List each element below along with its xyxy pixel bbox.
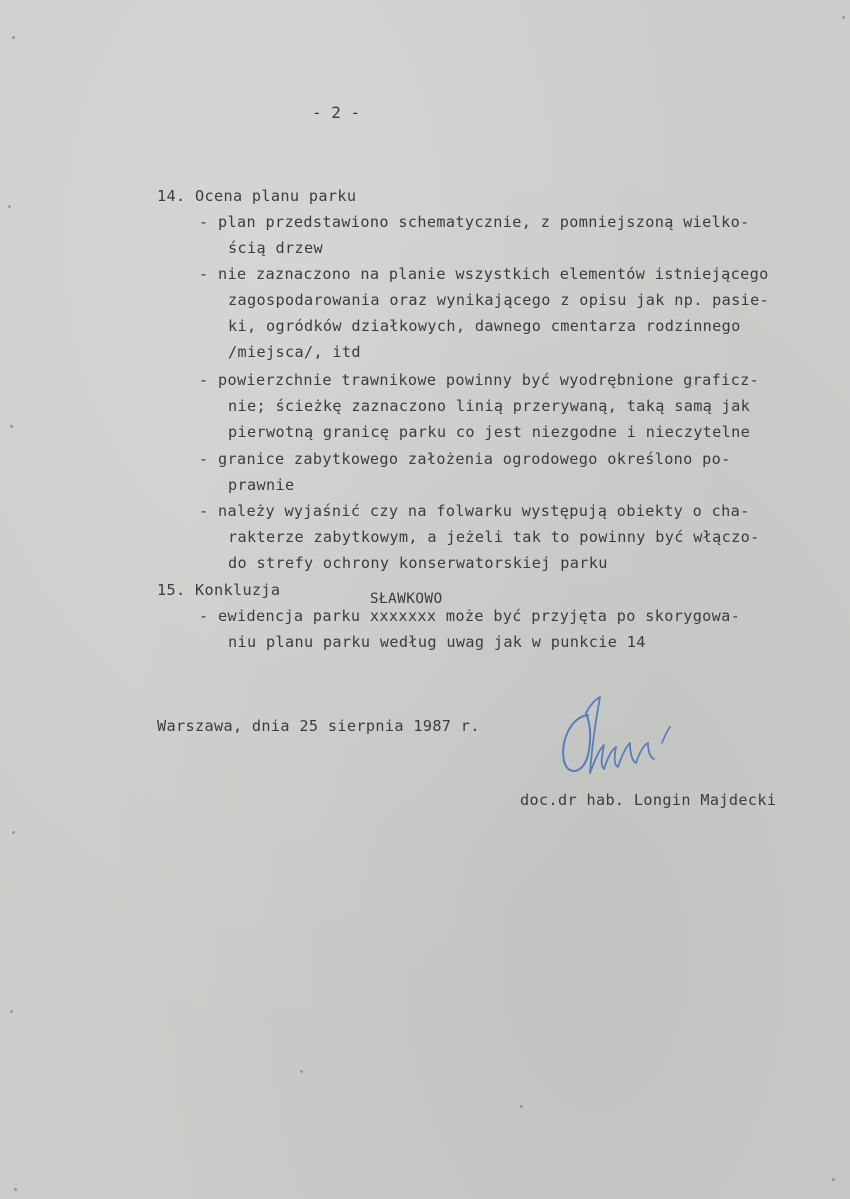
section-14-line: - plan przedstawiono schematycznie, z pomniejszoną wielko- xyxy=(199,213,750,231)
section-15-line xyxy=(199,591,741,625)
handwritten-signature xyxy=(550,693,690,788)
speck xyxy=(842,16,845,19)
section-14-line: ki, ogródków działkowych, dawnego cmentarza rodzinnego xyxy=(228,317,741,335)
signatory-name: doc.dr hab. Longin Majdecki xyxy=(520,791,777,809)
section-15-line: niu planu parku według uwag jak w punkcie 14 xyxy=(228,633,646,651)
section-15-heading: 15. Konkluzja xyxy=(157,581,281,599)
speck xyxy=(10,1010,13,1013)
section-14-line: - należy wyjaśnić czy na folwarku występują obiekty o cha- xyxy=(199,502,750,520)
speck xyxy=(12,36,15,39)
inserted-text: SŁAWKOWO xyxy=(369,591,443,607)
section-14-line: - powierzchnie trawnikowe powinny być wyodrębnione graficz- xyxy=(199,371,760,389)
section-14-line: pierwotną granicę parku co jest niezgodne i nieczytelne xyxy=(228,423,751,441)
section-14-heading: 14. Ocena planu parku xyxy=(157,187,357,205)
section-14-line: nie; ścieżkę zaznaczono linią przerywaną, taką samą jak xyxy=(228,397,751,415)
speck xyxy=(14,1188,17,1191)
speck xyxy=(520,1105,523,1108)
speck xyxy=(300,1070,303,1073)
section-14-line: ścią drzew xyxy=(228,239,323,257)
speck xyxy=(10,425,13,428)
conclusion-suffix: może być przyjęta po skorygowa- xyxy=(436,607,741,625)
section-14-line: - nie zaznaczono na planie wszystkich elementów istniejącego xyxy=(199,265,769,283)
struck-correction xyxy=(369,591,443,625)
struck-text: xxxxxxx xyxy=(369,607,437,625)
section-14-line: - granice zabytkowego założenia ogrodowego określono po- xyxy=(199,450,731,468)
section-14-line: do strefy ochrony konserwatorskiej parku xyxy=(228,554,608,572)
speck xyxy=(12,831,15,834)
section-14-line: prawnie xyxy=(228,476,295,494)
conclusion-prefix: - ewidencja parku xyxy=(199,607,370,625)
speck xyxy=(8,205,11,208)
page-number: - 2 - xyxy=(312,103,361,122)
section-14-line: /miejsca/, itd xyxy=(228,343,361,361)
place-date: Warszawa, dnia 25 sierpnia 1987 r. xyxy=(157,717,480,735)
section-14-line: rakterze zabytkowym, a jeżeli tak to powinny być włączo- xyxy=(228,528,760,546)
section-14-line: zagospodarowania oraz wynikającego z opisu jak np. pasie- xyxy=(228,291,770,309)
speck xyxy=(832,1178,835,1181)
